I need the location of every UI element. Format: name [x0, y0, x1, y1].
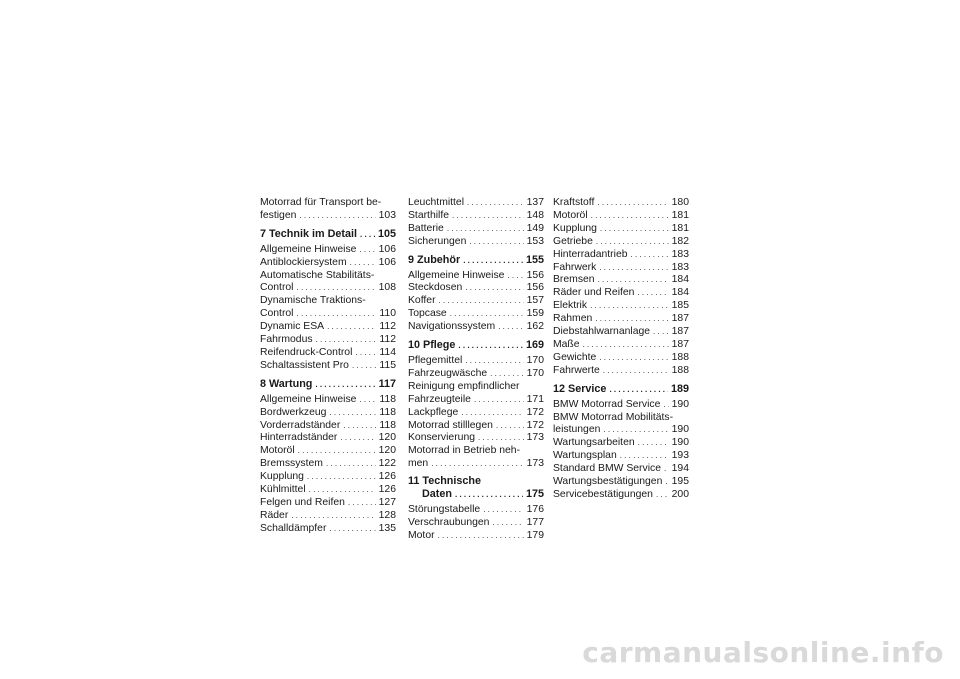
toc-leader-dots [465, 355, 523, 368]
toc-entry-title: Allgemeine Hinweise [408, 269, 505, 281]
toc-page-number: 184 [671, 274, 689, 286]
toc-entry[interactable] [553, 437, 689, 450]
toc-entry[interactable] [553, 262, 689, 275]
toc-page-number: 190 [671, 424, 689, 436]
toc-column-1 [260, 197, 396, 536]
toc-entry-title: Getriebe [553, 235, 593, 247]
toc-page-number: 187 [671, 326, 689, 338]
toc-entry[interactable] [260, 471, 396, 484]
toc-leader-dots [452, 210, 524, 223]
toc-entry-title: Fahrwerk [553, 261, 597, 273]
toc-entry[interactable] [553, 313, 689, 326]
toc-entry-title: Fahrwerte [553, 364, 600, 376]
toc-entry-title: Allgemeine Hinweise [260, 393, 357, 405]
toc-page-number: 183 [671, 261, 689, 273]
toc-entry-line: Motorrad für Transport be- [260, 197, 382, 208]
toc-leader-dots [620, 450, 669, 463]
toc-page-number: 172 [526, 419, 544, 431]
toc-entry-line: Dynamische Traktions- [260, 295, 366, 307]
toc-entry-title: Konservierung [408, 432, 476, 444]
toc-entry[interactable] [553, 339, 689, 352]
toc-page-number: 171 [526, 393, 544, 405]
toc-entry[interactable] [260, 394, 396, 407]
toc-entry-title: Räder [260, 509, 289, 521]
toc-entry[interactable] [408, 210, 544, 223]
toc-leader-dots [665, 476, 668, 489]
toc-entry[interactable] [553, 399, 689, 412]
toc-page-number: 179 [526, 529, 544, 541]
toc-entry[interactable] [260, 308, 396, 321]
toc-page-number: 176 [526, 503, 544, 515]
toc-entry[interactable] [260, 445, 396, 458]
toc-entry[interactable] [260, 210, 396, 223]
watermark-text: carmanualsonline.info [582, 636, 944, 669]
toc-entry[interactable] [553, 287, 689, 300]
toc-entry-line: Automatische Stabilitäts- [260, 269, 375, 281]
toc-entry-title: Bordwerkzeug [260, 406, 327, 418]
toc-page-number: 188 [671, 364, 689, 376]
toc-entry-title: Batterie [408, 222, 444, 234]
toc-entry[interactable] [553, 365, 689, 378]
toc-entry[interactable] [408, 458, 544, 471]
toc-entry[interactable] [408, 368, 544, 381]
toc-leader-dots [609, 383, 668, 397]
toc-entry[interactable] [553, 489, 689, 502]
toc-leader-dots [329, 407, 376, 420]
toc-leader-dots [598, 274, 669, 287]
toc-column-2 [408, 197, 544, 543]
toc-leader-dots [663, 399, 668, 412]
toc-entry[interactable] [408, 236, 544, 249]
toc-entry-line: BMW Motorrad Mobilitäts- [553, 411, 674, 423]
toc-entry-title: Motor [408, 529, 435, 541]
toc-leader-dots [291, 510, 375, 523]
toc-entry-title: Starthilfe [408, 209, 450, 221]
toc-page-number: 194 [671, 463, 689, 475]
toc-leader-dots [340, 432, 375, 445]
toc-page-number: 149 [526, 222, 544, 234]
toc-leader-dots [327, 321, 376, 334]
toc-page-number: 157 [526, 295, 544, 307]
toc-page-number: 156 [526, 269, 544, 281]
toc-entry-title: Gewichte [553, 351, 597, 363]
toc-page-number: 173 [526, 432, 544, 444]
toc-entry-title: Koffer [408, 295, 436, 307]
toc-page-number: 106 [378, 256, 396, 268]
toc-entry-title: 8 Wartung [260, 377, 313, 390]
toc-page-number: 153 [526, 235, 544, 247]
toc-leader-dots [326, 458, 376, 471]
toc-entry-title: Wartungsarbeiten [553, 437, 635, 449]
toc-entry[interactable] [408, 394, 544, 407]
toc-leader-dots [309, 484, 376, 497]
toc-column-3 [553, 197, 689, 502]
toc-entry[interactable] [408, 517, 544, 530]
toc-entry-title: Wartungsplan [553, 450, 617, 462]
toc-leader-dots [653, 326, 669, 339]
toc-page-number: 184 [671, 287, 689, 299]
toc-entry[interactable] [408, 504, 544, 517]
toc-entry-title: Störungstabelle [408, 503, 481, 515]
toc-entry-title: BMW Motorrad Service [553, 398, 661, 410]
toc-page-number: 114 [379, 346, 396, 358]
toc-page-number: 159 [526, 308, 544, 320]
toc-entry[interactable] [553, 450, 689, 463]
toc-entry-title: 7 Technik im Detail [260, 227, 358, 240]
toc-entry[interactable] [408, 308, 544, 321]
toc-entry-title: Verschraubungen [408, 516, 490, 528]
toc-leader-dots [631, 249, 669, 262]
toc-page-number: 110 [379, 308, 396, 320]
toc-leader-dots [492, 517, 523, 530]
toc-entry[interactable] [553, 476, 689, 489]
toc-page-number: 185 [671, 300, 689, 312]
toc-leader-dots [431, 458, 523, 471]
toc-leader-dots [461, 407, 523, 420]
toc-entry-title: Hinterradständer [260, 432, 338, 444]
toc-entry-title: Topcase [408, 308, 447, 320]
toc-chapter-heading[interactable] [260, 378, 396, 392]
toc-leader-dots [455, 488, 523, 502]
toc-page-number: 106 [378, 243, 396, 255]
toc-leader-dots [591, 210, 669, 223]
toc-page-number: 120 [378, 445, 396, 457]
toc-leader-dots [343, 420, 376, 433]
toc-entry[interactable] [260, 497, 396, 510]
toc-page-number: 156 [526, 282, 544, 294]
toc-entry-title: Fahrzeugwäsche [408, 367, 488, 379]
toc-entry-title: Vorderradständer [260, 419, 341, 431]
toc-entry-title: Lackpflege [408, 406, 459, 418]
toc-leader-dots [348, 497, 376, 510]
toc-entry-title: Schalldämpfer [260, 522, 327, 534]
toc-leader-dots [483, 504, 523, 517]
toc-entry-title: Maße [553, 338, 580, 350]
toc-entry-title: Elektrik [553, 300, 588, 312]
toc-entry[interactable] [260, 458, 396, 471]
toc-chapter-heading[interactable] [408, 339, 544, 353]
toc-entry-title: Räder und Reifen [553, 287, 635, 299]
toc-page-number: 103 [378, 209, 396, 221]
toc-entry[interactable] [408, 295, 544, 308]
toc-entry[interactable] [260, 523, 396, 536]
toc-entry-title: Kraftstoff [553, 197, 595, 208]
toc-page-number: 200 [671, 488, 689, 500]
toc-entry-title: Bremsen [553, 274, 595, 286]
toc-leader-dots [350, 257, 376, 270]
toc-page-number: 135 [378, 522, 396, 534]
toc-entry-title: festigen [260, 209, 297, 221]
toc-leader-dots [352, 360, 376, 373]
toc-entry[interactable] [553, 210, 689, 223]
toc-entry[interactable] [260, 407, 396, 420]
toc-page-number: 170 [526, 354, 544, 366]
toc-leader-dots [439, 295, 524, 308]
toc-leader-dots [583, 339, 669, 352]
toc-leader-dots [315, 378, 375, 392]
toc-entry-title: Rahmen [553, 313, 593, 325]
toc-entry-title: Diebstahlwarnanlage [553, 326, 651, 338]
toc-leader-dots [637, 287, 668, 300]
toc-entry-title: Reifendruck-Control [260, 346, 353, 358]
toc-entry[interactable] [260, 432, 396, 445]
toc-entry-title: Antiblockiersystem [260, 256, 347, 268]
toc-entry[interactable] [553, 424, 689, 437]
toc-entry[interactable] [408, 530, 544, 543]
toc-page-number: 183 [671, 248, 689, 260]
toc-entry[interactable] [553, 352, 689, 365]
toc-page-number: 195 [671, 476, 689, 488]
toc-page-number: 162 [526, 321, 544, 333]
toc-leader-dots [359, 244, 375, 257]
toc-entry-title: Motorrad stilllegen [408, 419, 493, 431]
toc-entry[interactable] [260, 257, 396, 270]
toc-entry[interactable] [408, 282, 544, 295]
toc-page-number: 118 [379, 419, 396, 431]
toc-page-number: 117 [378, 377, 396, 390]
toc-leader-dots [469, 236, 523, 249]
toc-entry[interactable] [260, 334, 396, 347]
toc-leader-dots [297, 282, 376, 295]
toc-entry-title: Dynamic ESA [260, 321, 325, 333]
toc-page-number: 170 [526, 367, 544, 379]
toc-leader-dots [355, 347, 376, 360]
toc-page-number: 137 [526, 197, 544, 208]
toc-entry-title: leistungen [553, 424, 601, 436]
toc-page-number: 120 [378, 432, 396, 444]
toc-page-number: 127 [378, 496, 396, 508]
toc-entry-title: 10 Pflege [408, 339, 456, 352]
toc-entry[interactable] [553, 326, 689, 339]
toc-entry[interactable] [260, 420, 396, 433]
toc-entry[interactable] [260, 510, 396, 523]
toc-page-number: 181 [671, 209, 689, 221]
toc-chapter-heading[interactable] [553, 383, 689, 397]
toc-page-number: 188 [671, 351, 689, 363]
toc-entry-title: Servicebestätigungen [553, 488, 653, 500]
toc-leader-dots [329, 523, 375, 536]
toc-leader-dots [595, 313, 668, 326]
toc-leader-dots [458, 339, 523, 353]
toc-entry-title: Schaltassistent Pro [260, 359, 349, 371]
toc-leader-dots [600, 223, 669, 236]
toc-page-number: 128 [378, 509, 396, 521]
toc-entry[interactable] [408, 223, 544, 236]
toc-page-number: 118 [379, 406, 396, 418]
toc-entry[interactable] [553, 463, 689, 476]
toc-entry-title: Fahrzeugteile [408, 393, 471, 405]
toc-page-number: 190 [671, 437, 689, 449]
toc-page-number: 115 [379, 359, 396, 371]
toc-leader-dots [656, 489, 669, 502]
toc-entry-title: men [408, 458, 429, 470]
toc-leader-dots [467, 197, 524, 210]
toc-chapter-heading[interactable] [260, 228, 396, 242]
toc-page-number: 122 [378, 458, 396, 470]
toc-entry[interactable] [553, 197, 689, 210]
toc-entry[interactable] [408, 321, 544, 334]
toc-entry-title: Steckdosen [408, 282, 463, 294]
toc-entry-title: Control [260, 308, 294, 320]
toc-chapter-heading[interactable] [408, 488, 544, 502]
toc-page-number: 148 [526, 209, 544, 221]
toc-leader-dots [297, 308, 377, 321]
toc-entry-title: Daten [422, 488, 452, 501]
toc-leader-dots [596, 236, 669, 249]
toc-entry[interactable] [260, 321, 396, 334]
toc-entry[interactable] [408, 355, 544, 368]
toc-leader-dots [603, 365, 669, 378]
toc-entry-title: Motoröl [260, 445, 295, 457]
toc-entry-title: Felgen und Reifen [260, 496, 345, 508]
toc-page-number: 169 [525, 339, 544, 352]
toc-leader-dots [307, 471, 376, 484]
toc-leader-dots [490, 368, 524, 381]
toc-entry-title: Kupplung [553, 222, 597, 234]
toc-leader-dots [474, 394, 524, 407]
toc-entry[interactable] [408, 270, 544, 283]
toc-leader-dots [450, 308, 524, 321]
toc-entry-title: Standard BMW Service [553, 463, 661, 475]
toc-entry-title: Navigationssystem [408, 321, 496, 333]
toc-page-number: 112 [379, 321, 396, 333]
toc-leader-dots [603, 424, 668, 437]
toc-leader-dots [359, 394, 376, 407]
toc-page-number: 182 [671, 235, 689, 247]
toc-leader-dots [463, 254, 523, 268]
toc-entry-title: Wartungsbestätigungen [553, 476, 663, 488]
toc-entry[interactable] [408, 407, 544, 420]
toc-entry-title: Motoröl [553, 209, 588, 221]
toc-page-number: 105 [377, 227, 396, 240]
toc-entry-title: Allgemeine Hinweise [260, 243, 357, 255]
toc-page-number: 193 [671, 450, 689, 462]
toc-page-number: 126 [378, 484, 396, 496]
toc-entry-title: Kühlmittel [260, 484, 306, 496]
toc-page-number: 180 [671, 197, 689, 208]
toc-page-number: 155 [525, 253, 544, 266]
toc-entry-title: Bremssystem [260, 458, 323, 470]
toc-entry[interactable] [553, 300, 689, 313]
toc-leader-dots [664, 463, 669, 476]
toc-leader-dots [638, 437, 669, 450]
toc-chapter-heading[interactable] [408, 254, 544, 268]
toc-leader-dots [599, 262, 668, 275]
toc-page-number: 175 [525, 488, 544, 501]
toc-entry[interactable] [408, 432, 544, 445]
toc-entry[interactable] [553, 236, 689, 249]
toc-leader-dots [507, 270, 523, 283]
toc-entry-title: 12 Service [553, 382, 607, 395]
toc-leader-dots [465, 282, 523, 295]
toc-entry[interactable] [553, 223, 689, 236]
toc-entry-title: Hinterradantrieb [553, 248, 628, 260]
toc-entry-title: 9 Zubehör [408, 253, 461, 266]
toc-entry-title: Leuchtmittel [408, 197, 465, 208]
toc-page-number: 112 [379, 334, 396, 346]
toc-page-number: 181 [671, 222, 689, 234]
toc-page-number: 187 [671, 313, 689, 325]
toc-page-number: 108 [378, 282, 396, 294]
toc-chapter-heading: 11 Technische [408, 475, 482, 488]
toc-entry[interactable] [553, 249, 689, 262]
toc-leader-dots [298, 445, 376, 458]
toc-entry-title: Sicherungen [408, 235, 467, 247]
toc-page-number: 173 [526, 458, 544, 470]
toc-entry[interactable] [408, 197, 544, 210]
toc-leader-dots [599, 352, 668, 365]
toc-entry-line: Reinigung empfindlicher [408, 380, 520, 392]
toc-entry[interactable] [260, 282, 396, 295]
toc-leader-dots [498, 321, 523, 334]
toc-leader-dots [590, 300, 669, 313]
toc-entry-title: Pflegemittel [408, 354, 463, 366]
toc-leader-dots [496, 420, 524, 433]
toc-entry-title: Fahrmodus [260, 334, 313, 346]
toc-leader-dots [438, 530, 524, 543]
toc-entry[interactable] [260, 347, 396, 360]
toc-leader-dots [360, 228, 375, 242]
toc-page-number: 189 [670, 382, 689, 395]
toc-entry[interactable] [408, 420, 544, 433]
toc-entry[interactable] [260, 360, 396, 373]
toc-page-number: 172 [526, 406, 544, 418]
toc-page-number: 187 [671, 338, 689, 350]
toc-leader-dots [447, 223, 524, 236]
toc-leader-dots [597, 197, 668, 210]
toc-page-number: 126 [378, 471, 396, 483]
toc-page-number: 118 [379, 393, 396, 405]
toc-page-number: 190 [671, 398, 689, 410]
toc-page-number: 177 [526, 516, 544, 528]
toc-entry-line: Motorrad in Betrieb neh- [408, 445, 521, 457]
toc-entry[interactable] [260, 484, 396, 497]
toc-leader-dots [299, 210, 375, 223]
toc-entry-title: Control [260, 282, 294, 294]
toc-entry[interactable] [553, 274, 689, 287]
toc-leader-dots [316, 334, 377, 347]
toc-entry[interactable] [260, 244, 396, 257]
toc-leader-dots [478, 432, 524, 445]
toc-entry-title: Kupplung [260, 471, 304, 483]
